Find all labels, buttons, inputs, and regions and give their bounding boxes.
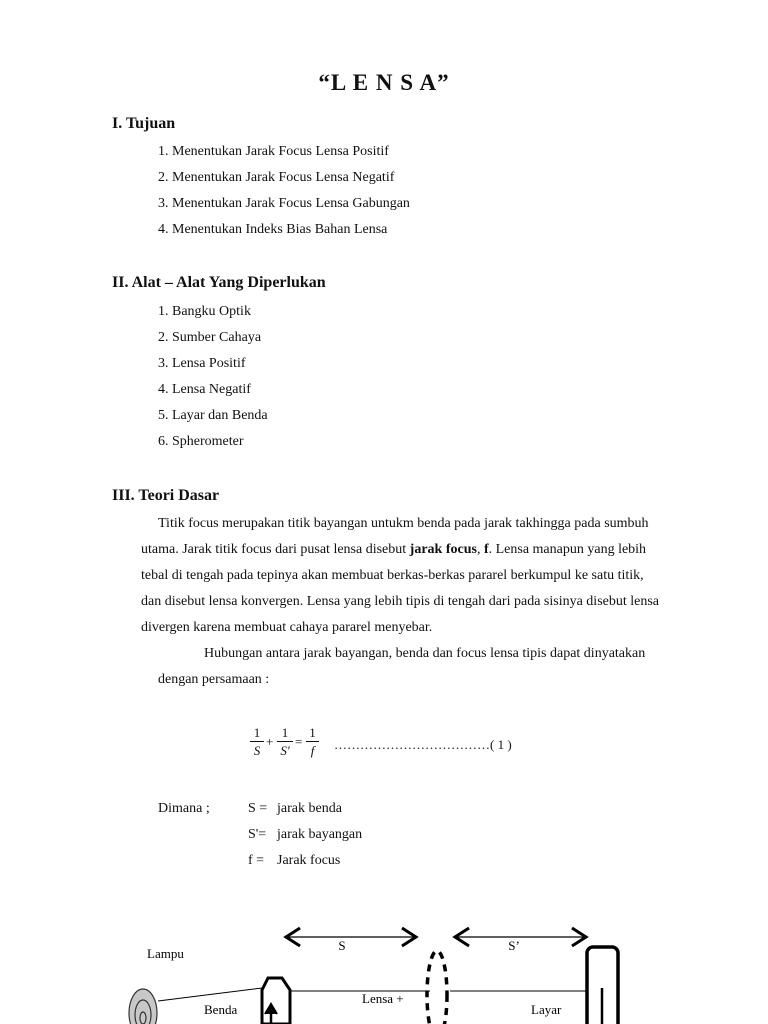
fraction-1-over-s — [250, 725, 264, 758]
theory-text: utama. Jarak titik focus dari pusat lensa disebut — [141, 542, 410, 557]
screen-icon — [587, 947, 618, 1024]
definition-symbol: S = — [248, 801, 268, 816]
optical-bench-diagram — [0, 900, 768, 1024]
label-lampu: Lampu — [147, 946, 184, 961]
equals-sign: = — [295, 734, 303, 749]
distance-s-prime-arrow — [455, 928, 586, 946]
definition-symbol: S'= — [248, 827, 267, 842]
list-item: 2. Menentukan Jarak Focus Lensa Negatif — [158, 170, 395, 185]
section-heading-tujuan: I. Tujuan — [112, 115, 176, 132]
list-item: 2. Sumber Cahaya — [158, 330, 262, 345]
label-layar: Layar — [531, 1002, 562, 1017]
fraction-bar — [250, 741, 264, 742]
denominator: S' — [280, 743, 290, 758]
list-item: 4. Menentukan Indeks Bias Bahan Lensa — [158, 222, 388, 237]
list-item: 1. Menentukan Jarak Focus Lensa Positif — [158, 144, 389, 159]
definitions-intro: Dimana ; — [158, 801, 210, 816]
section-heading-teori: III. Teori Dasar — [112, 487, 220, 504]
denominator: f — [310, 743, 315, 758]
theory-line: Titik focus merupakan titik bayangan untukm benda pada jarak takhingga pada sumbuh — [158, 516, 649, 531]
theory-line: dan disebut lensa konvergen. Lensa yang lebih tipis di tengah dari pada sisinya disebut lensa — [141, 594, 660, 609]
term-jarak-focus: jarak focus — [409, 542, 477, 557]
fraction-1-over-s-prime — [277, 725, 293, 758]
label-lensa: Lensa + — [362, 991, 404, 1006]
definition-text: jarak bayangan — [277, 827, 363, 842]
theory-line: tebal di tengah pada tepinya akan membuat berkas-berkas pararel berkumpul ke satu titik, — [141, 568, 644, 583]
label-benda: Benda — [204, 1002, 238, 1017]
definition-text: Jarak focus — [277, 853, 341, 868]
page-title: “L E N S A” — [318, 70, 450, 95]
list-item: 3. Lensa Positif — [158, 356, 246, 371]
fraction-bar — [277, 741, 293, 742]
definition-text: jarak benda — [277, 801, 342, 816]
theory-line: Hubungan antara jarak bayangan, benda dan focus lensa tipis dapat dinyatakan — [204, 646, 646, 661]
theory-line: dengan persamaan : — [158, 672, 270, 687]
denominator: S — [253, 743, 261, 758]
numerator: 1 — [281, 725, 289, 740]
list-item: 1. Bangku Optik — [158, 304, 251, 319]
label-s: S — [338, 938, 346, 953]
lamp-icon — [129, 989, 157, 1024]
term-f: f — [483, 542, 489, 557]
numerator: 1 — [253, 725, 261, 740]
list-item: 3. Menentukan Jarak Focus Lensa Gabungan — [158, 196, 410, 211]
theory-line — [141, 542, 646, 558]
list-item: 4. Lensa Negatif — [158, 382, 251, 397]
fraction-bar — [306, 741, 319, 742]
label-s-prime: S’ — [508, 938, 520, 953]
convex-lens-icon — [427, 951, 447, 1024]
light-ray — [158, 988, 262, 1001]
section-heading-alat: II. Alat – Alat Yang Diperlukan — [112, 274, 326, 291]
distance-s-arrow — [286, 928, 416, 946]
fraction-1-over-f — [306, 725, 319, 758]
list-item: 5. Layar dan Benda — [158, 408, 268, 423]
object-holder-icon — [262, 978, 290, 1024]
numerator: 1 — [309, 725, 316, 740]
theory-text: , — [476, 542, 484, 557]
equation-number: ………………………………( 1 ) — [334, 737, 512, 752]
definition-symbol: f = — [248, 853, 265, 868]
theory-text: . Lensa manapun yang lebih — [488, 542, 647, 557]
plus-sign: + — [266, 734, 274, 749]
list-item: 6. Spherometer — [158, 434, 244, 449]
theory-line: divergen karena membuat cahaya pararel menyebar. — [141, 620, 433, 635]
